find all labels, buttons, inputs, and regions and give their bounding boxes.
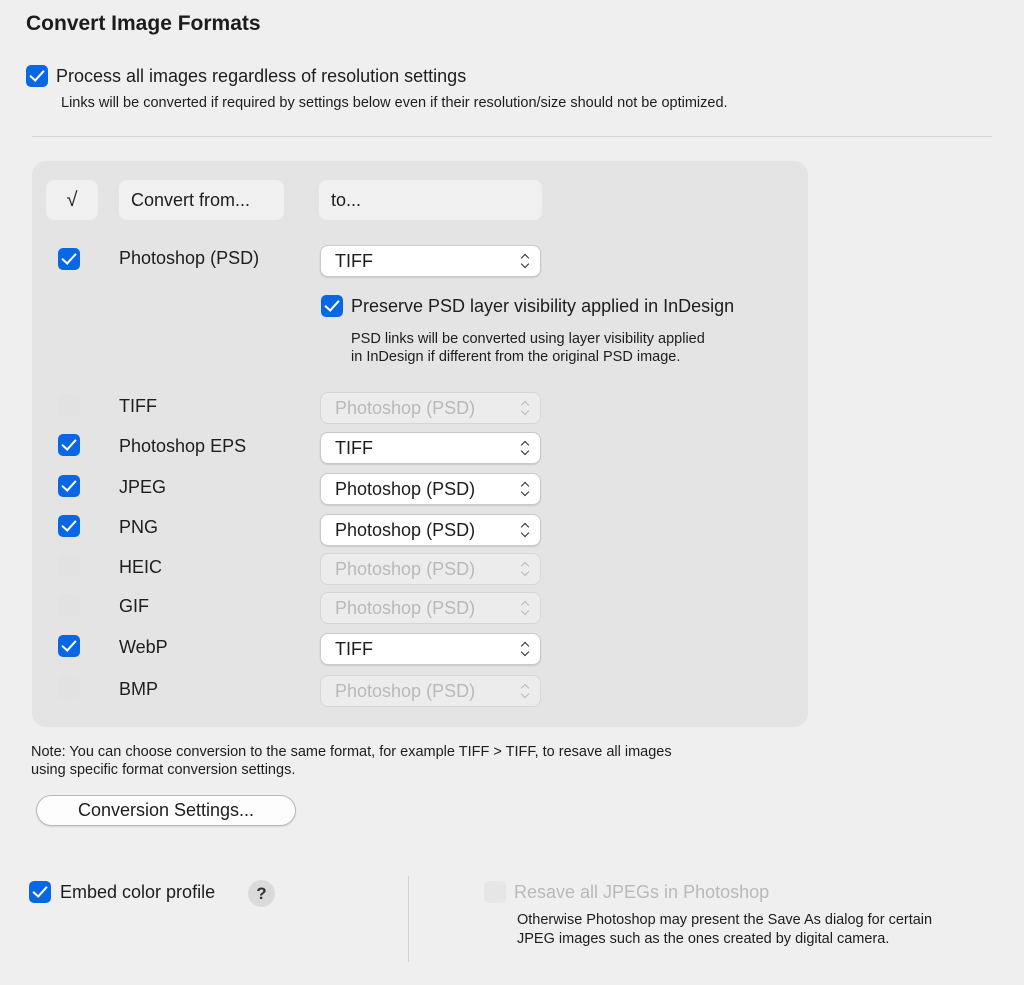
process-all-checkbox[interactable] <box>26 65 48 87</box>
chevron-updown-icon <box>521 684 529 700</box>
divider <box>32 136 992 137</box>
target-select-value: TIFF <box>335 639 373 659</box>
target-select-png[interactable] <box>320 514 541 546</box>
format-checkbox-heic[interactable] <box>58 555 80 577</box>
convert-from-header[interactable]: Convert from... <box>119 180 284 220</box>
resave-jpegs-checkbox <box>484 881 506 903</box>
format-label-png: PNG <box>119 517 159 537</box>
embed-color-profile-checkbox[interactable] <box>29 881 51 903</box>
chevron-updown-icon <box>521 254 529 270</box>
resave-jpegs-label: Resave all JPEGs in Photoshop <box>514 882 770 902</box>
format-label-gif: GIF <box>119 596 149 616</box>
preserve-psd-description-1: PSD links will be converted using layer visibility applied <box>351 331 705 347</box>
target-select-webp[interactable] <box>320 633 541 665</box>
target-select-psd[interactable] <box>320 245 541 277</box>
conversion-settings-button[interactable]: Conversion Settings... <box>36 795 296 826</box>
chevron-updown-icon <box>521 642 529 658</box>
format-checkbox-eps[interactable] <box>58 434 80 456</box>
format-label-heic: HEIC <box>119 557 163 577</box>
convert-to-header[interactable]: to... <box>319 180 542 220</box>
resave-jpegs-description-2: JPEG images such as the ones created by digital camera. <box>517 931 890 947</box>
target-select-value: TIFF <box>335 438 373 458</box>
target-select-jpeg[interactable] <box>320 473 541 505</box>
format-checkbox-gif[interactable] <box>58 594 80 616</box>
vertical-divider <box>408 876 409 962</box>
embed-color-profile-label: Embed color profile <box>60 882 216 902</box>
target-select-value: Photoshop (PSD) <box>335 398 476 418</box>
format-label-bmp: BMP <box>119 679 159 699</box>
toggle-all-header-button[interactable]: √ <box>46 180 98 220</box>
target-select-value: Photoshop (PSD) <box>335 598 476 618</box>
chevron-updown-icon <box>521 523 529 539</box>
chevron-updown-icon <box>521 601 529 617</box>
target-select-gif <box>320 592 541 624</box>
target-select-value: Photoshop (PSD) <box>335 559 476 579</box>
format-checkbox-bmp[interactable] <box>58 677 80 699</box>
target-select-eps[interactable] <box>320 432 541 464</box>
format-checkbox-tiff[interactable] <box>58 394 80 416</box>
target-select-value: Photoshop (PSD) <box>335 681 476 701</box>
format-label-eps: Photoshop EPS <box>119 436 247 456</box>
format-checkbox-jpeg[interactable] <box>58 475 80 497</box>
preserve-psd-label: Preserve PSD layer visibility applied in InDesign <box>351 296 735 316</box>
process-all-label: Process all images regardless of resolution settings <box>56 66 467 86</box>
page-title: Convert Image Formats <box>26 12 261 35</box>
target-select-value: Photoshop (PSD) <box>335 479 476 499</box>
note-line-2: using specific format conversion settings. <box>31 762 296 778</box>
resave-jpegs-description-1: Otherwise Photoshop may present the Save As dialog for certain <box>517 912 933 928</box>
target-select-value: TIFF <box>335 251 373 271</box>
format-checkbox-png[interactable] <box>58 515 80 537</box>
format-label-tiff: TIFF <box>119 396 157 416</box>
target-select-tiff <box>320 392 541 424</box>
preserve-psd-description-2: in InDesign if different from the original PSD image. <box>351 349 681 365</box>
format-label-psd: Photoshop (PSD) <box>119 248 260 268</box>
note-line-1: Note: You can choose conversion to the same format, for example TIFF > TIFF, to resave all images <box>31 744 672 760</box>
help-icon[interactable]: ? <box>248 880 275 907</box>
chevron-updown-icon <box>521 562 529 578</box>
format-checkbox-webp[interactable] <box>58 635 80 657</box>
format-checkbox-psd[interactable] <box>58 248 80 270</box>
format-label-webp: WebP <box>119 637 168 657</box>
target-select-value: Photoshop (PSD) <box>335 520 476 540</box>
chevron-updown-icon <box>521 401 529 417</box>
process-all-description: Links will be converted if required by settings below even if their resolution/size should not be optimized. <box>61 95 728 111</box>
target-select-heic <box>320 553 541 585</box>
chevron-updown-icon <box>521 482 529 498</box>
format-label-jpeg: JPEG <box>119 477 167 497</box>
target-select-bmp <box>320 675 541 707</box>
chevron-updown-icon <box>521 441 529 457</box>
preserve-psd-checkbox[interactable] <box>321 295 343 317</box>
